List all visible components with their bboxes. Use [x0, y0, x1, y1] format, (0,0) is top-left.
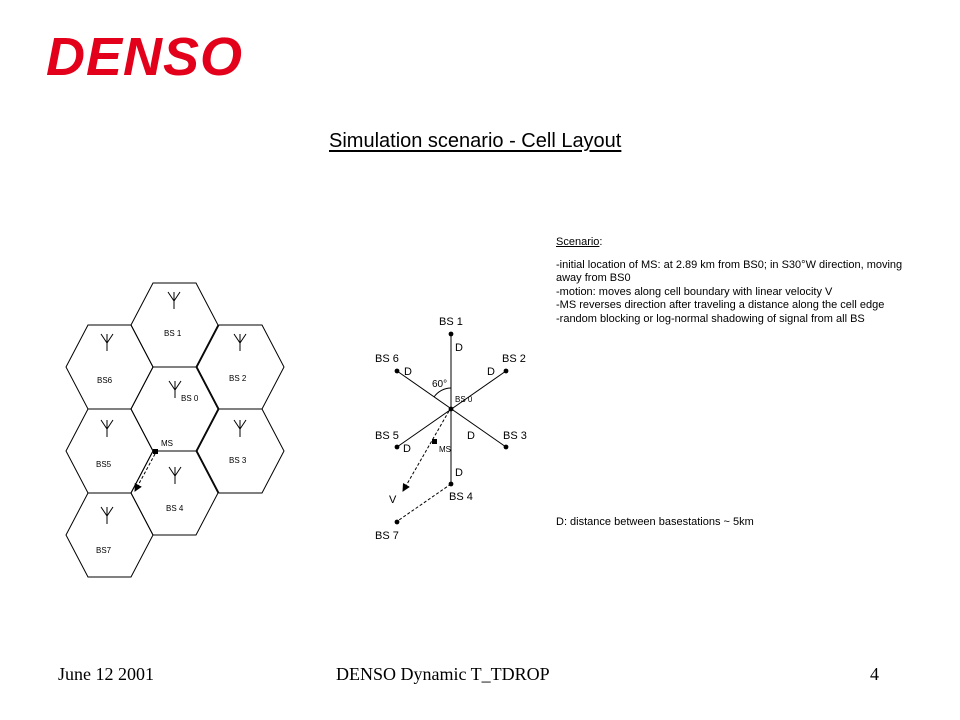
footer-date: June 12 2001 [58, 664, 154, 684]
cell-bs6 [66, 325, 153, 409]
cell-bs2 [197, 325, 284, 409]
page-number: 4 [870, 664, 879, 684]
node-label-bs6: BS 6 [375, 353, 399, 365]
node-label-bs2: BS 2 [502, 353, 526, 365]
antenna-icon [168, 292, 180, 309]
antenna-icon [234, 420, 246, 437]
distance-label: D [403, 443, 411, 455]
node-label-bs5: BS 5 [375, 430, 399, 442]
scenario-description [556, 236, 916, 326]
node-label-bs1: BS 1 [439, 316, 463, 328]
ms-path-left [135, 439, 173, 491]
node-bs3 [504, 445, 509, 450]
scenario-line: -random blocking or log-normal shadowing of signal from all BS [556, 312, 865, 325]
cell-label-bs2: BS 2 [229, 374, 247, 383]
geometry-ms-label: MS [439, 445, 451, 454]
cell-bs0 [131, 367, 218, 451]
antenna-icon [169, 381, 181, 398]
distance-label: D [455, 467, 463, 479]
distance-note: D: distance between basestations ~ 5km [556, 516, 754, 528]
cell-label-bs1: BS 1 [164, 329, 182, 338]
node-bs7 [395, 520, 400, 525]
node-bs6 [395, 369, 400, 374]
antenna-icon [101, 334, 113, 351]
node-bs1 [449, 332, 454, 337]
antenna-icon [169, 467, 181, 484]
cell-bs7 [66, 493, 153, 577]
node-label-bs0: BS 0 [455, 395, 473, 404]
cell-bs4 [131, 451, 218, 535]
geometry-ms-marker [432, 439, 437, 444]
denso-logo: DENSO [46, 27, 244, 87]
angle-label: 60° [432, 379, 448, 390]
node-bs4 [449, 482, 454, 487]
antenna-icon [101, 507, 113, 524]
cell-label-bs7: BS7 [96, 546, 112, 555]
node-bs5 [395, 445, 400, 450]
ms-label: MS [161, 439, 173, 448]
scenario-line: -MS reverses direction after traveling a distance along the cell edge [556, 299, 885, 311]
antenna-icon [234, 334, 246, 351]
scenario-line: -initial location of MS: at 2.89 km from BS0; in S30°W direction, moving away from BS0 [556, 258, 903, 284]
bs-geometry-diagram [375, 316, 527, 542]
hex-cell-layout [66, 283, 284, 577]
scenario-line: -motion: moves along cell boundary with linear velocity V [556, 285, 833, 298]
cell-bs5 [66, 409, 153, 493]
cell-label-bs4: BS 4 [166, 504, 184, 513]
cell-label-bs0: BS 0 [181, 394, 199, 403]
slide-title: Simulation scenario - Cell Layout [329, 130, 622, 152]
node-bs2 [504, 369, 509, 374]
cell-bs3 [197, 409, 284, 493]
distance-label: D [455, 342, 463, 354]
distance-label: D [487, 366, 495, 378]
node-label-bs7: BS 7 [375, 530, 399, 542]
distance-label: D [404, 366, 412, 378]
node-bs0 [449, 407, 454, 412]
cell-label-bs6: BS6 [97, 376, 113, 385]
ms-marker [153, 449, 158, 454]
node-label-bs3: BS 3 [503, 430, 527, 442]
scenario-heading: Scenario: [556, 236, 603, 248]
footer-title: DENSO Dynamic T_TDROP [336, 664, 550, 684]
ms-reverse-path [399, 484, 451, 520]
cell-bs1 [131, 283, 218, 367]
cell-label-bs3: BS 3 [229, 456, 247, 465]
cell-label-bs5: BS5 [96, 460, 112, 469]
velocity-label: V [389, 494, 397, 506]
distance-label: D [467, 430, 475, 442]
node-label-bs4: BS 4 [449, 491, 473, 503]
antenna-icon [101, 420, 113, 437]
ms-motion-arrow [135, 454, 155, 491]
